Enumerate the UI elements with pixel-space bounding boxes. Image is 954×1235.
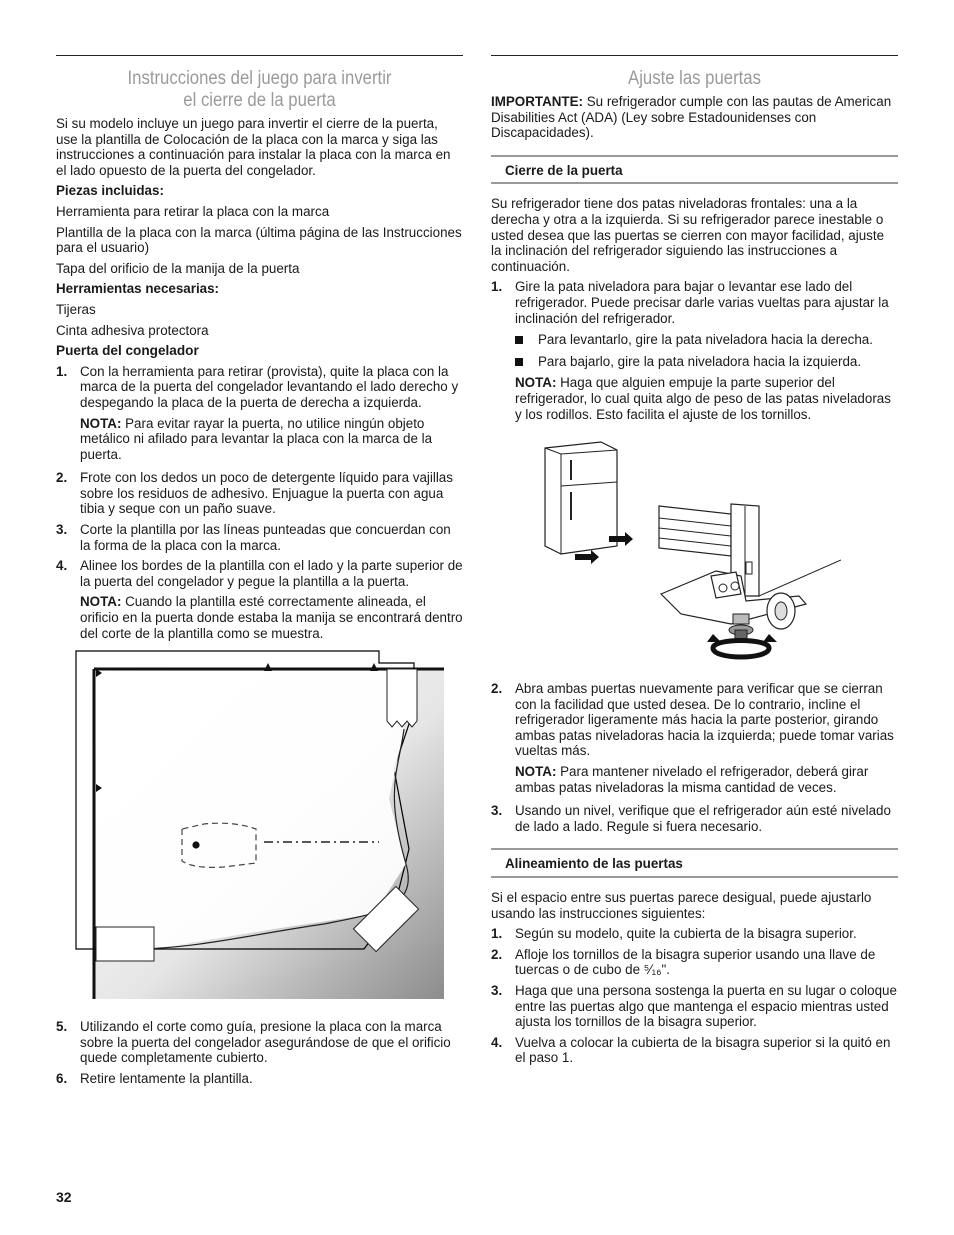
- parts-heading: Piezas incluidas:: [56, 183, 164, 199]
- left-title: Instrucciones del juego para invertir el cierre de la puerta: [127, 68, 392, 111]
- top-rule-left: [56, 55, 463, 56]
- left-intro: Si su modelo incluye un juego para invertir el cierre de la puerta, use la plantilla de Colocación de la placa con la marca y siga las instrucciones a continuación para instalar la placa con la marca en el lado opuesto de la puerta del congelador.: [56, 116, 451, 178]
- section1-intro: Su refrigerador tiene dos patas niveladoras frontales: una a la derecha y otra a la izquierda. Si su refrigerador parece inestable o usted desea que las puertas se cierren con mayor facilidad, ajuste la inclinación del refrigerador siguiendo las instrucciones a continuación.: [491, 196, 885, 274]
- square-bullet-icon: [515, 336, 523, 344]
- step2-note-right: NOTA: Para mantener nivelado el refrigerador, deberá girar ambas patas niveladoras la misma cantidad de veces.: [515, 764, 869, 795]
- square-bullet-icon: [515, 358, 523, 366]
- tool-item: Tijeras: [56, 301, 96, 317]
- right-column: [491, 55, 898, 1071]
- template-illustration: [74, 649, 463, 999]
- bullet-list: [491, 332, 898, 369]
- step-item: 4. Alinee los bordes de la plantilla con el lado y la parte superior de la puerta del congelador y pegue la plantilla a la puerta.: [56, 558, 463, 589]
- step1-note-right: NOTA: Haga que alguien empuje la parte superior del refrigerador, lo cual quita algo de peso de las patas niveladoras y los rodillos. Esto facilita el ajuste de los tornillos.: [515, 375, 891, 422]
- step1-note: NOTA: Para evitar rayar la puerta, no utilice ningún objeto metálico ni afilado para levantar la placa con la marca de la puerta.: [80, 415, 433, 462]
- step-item: 2. Abra ambas puertas nuevamente para verificar que se cierran con la facilidad que usted desea. De lo contrario, incline el refrigerador ligeramente más hacia la parte posterior, girando ambas patas niveladoras hacia la izquierda; puede tomar varias vueltas más.: [491, 681, 894, 759]
- step-item: 3. Haga que una persona sostenga la puerta en su lugar o coloque entre las puertas algo que mantenga el espacio mientras usted ajusta los tornillos de la bisagra superior.: [491, 983, 897, 1030]
- step-item: 3. Corte la plantilla por las líneas punteadas que concuerdan con la forma de la placa con la marca.: [56, 522, 451, 553]
- step-item: 1. Según su modelo, quite la cubierta de la bisagra superior.: [491, 926, 857, 942]
- part-item: Herramienta para retirar la placa con la marca: [56, 203, 330, 219]
- step-item: 4. Vuelva a colocar la cubierta de la bisagra superior si la quitó en el paso 1.: [491, 1034, 891, 1066]
- section-heading-door-alignment: Alineamiento de las puertas: [491, 848, 898, 878]
- step-item: 1. Con la herramienta para retirar (provista), quite la placa con la marca de la puerta del congelador levantando el lado derecho y despegando la placa de la puerta de derecha a izquierda.: [56, 363, 459, 410]
- bullet-item: Para levantarlo, gire la pata niveladora hacia la derecha.: [515, 332, 898, 348]
- top-rule-right: [491, 55, 898, 56]
- right-title: Ajuste las puertas: [628, 68, 761, 89]
- leveling-leg-illustration: [541, 436, 898, 671]
- section2-intro: Si el espacio entre sus puertas parece desigual, puede ajustarlo usando las instrucciones siguientes:: [491, 890, 872, 921]
- step-item: 3. Usando un nivel, verifique que el refrigerador aún esté nivelado de lado a lado. Regule si fuera necesario.: [491, 803, 891, 834]
- left-column: [56, 55, 463, 1092]
- tools-heading: Herramientas necesarias:: [56, 281, 220, 297]
- step-item: 2. Frote con los dedos un poco de detergente líquido para vajillas sobre los residuos de adhesivo. Enjuague la puerta con agua tibia y seque con un paño suave.: [56, 470, 453, 517]
- step-item: 1. Gire la pata niveladora para bajar o levantar ese lado del refrigerador. Puede precisar darle varias vueltas para ajustar la inclinación del refrigerador.: [491, 279, 889, 326]
- step-item: 6. Retire lentamente la plantilla.: [56, 1071, 253, 1086]
- freezer-heading: Puerta del congelador: [56, 343, 199, 359]
- part-item: Tapa del orificio de la manija de la puerta: [56, 260, 300, 276]
- bullet-item: Para bajarlo, gire la pata niveladora hacia la izquierda.: [515, 354, 898, 370]
- section-heading-door-closing: Cierre de la puerta: [491, 155, 898, 185]
- step-item: 5. Utilizando el corte como guía, presione la placa con la marca sobre la puerta del congelador asegurándose de que el orificio quede completamente cubierto.: [56, 1019, 451, 1066]
- part-item: Plantilla de la placa con la marca (última página de las Instrucciones para el usuario): [56, 224, 462, 256]
- tool-item: Cinta adhesiva protectora: [56, 322, 209, 338]
- important-paragraph: IMPORTANTE: Su refrigerador cumple con las pautas de American Disabilities Act (ADA) (Ley sobre Estadounidenses con Discapacidades).: [491, 94, 892, 141]
- step4-note: NOTA: Cuando la plantilla esté correctamente alineada, el orificio en la puerta donde estaba la manija se encontrará dentro del corte de la plantilla como se muestra.: [80, 594, 463, 641]
- step-item: 2. Afloje los tornillos de la bisagra superior usando una llave de tuercas o de cubo de ⁵⁄₁₆".: [491, 946, 876, 978]
- page-number: 32: [56, 1189, 72, 1205]
- freezer-steps: [56, 364, 463, 411]
